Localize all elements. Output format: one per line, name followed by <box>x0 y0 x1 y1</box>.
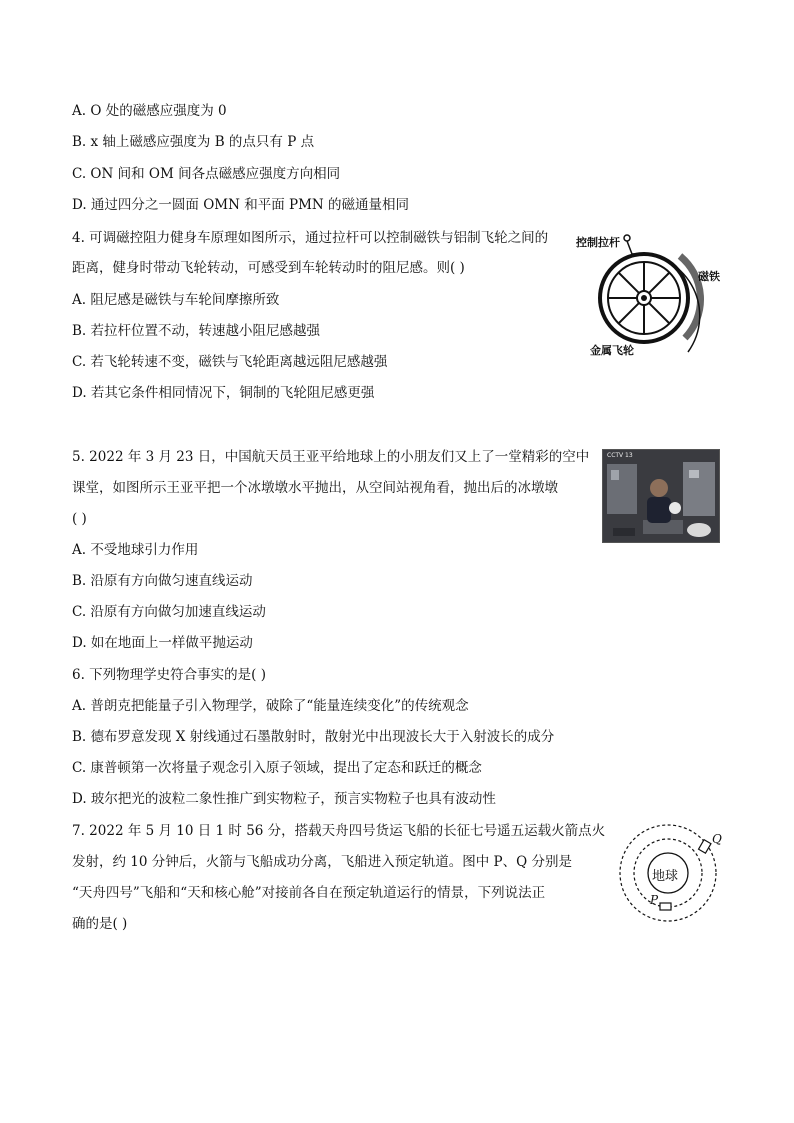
q3-option-c: C. ON 间和 OM 间各点磁感应强度方向相同 <box>72 166 341 182</box>
q7-stem-line1: 7. 2022 年 5 月 10 日 1 时 56 分，搭载天舟四号货运飞船的长征七号遥五运载火箭点火 <box>72 823 606 839</box>
q3-option-d: D. 通过四分之一圆面 OMN 和平面 PMN 的磁通量相同 <box>72 197 410 213</box>
q3-option-b: B. x 轴上磁感应强度为 B 的点只有 P 点 <box>72 134 315 150</box>
orbit-figure <box>612 820 732 930</box>
astronaut-body <box>647 497 671 523</box>
space-station-scene <box>603 450 719 542</box>
q7-stem-line4: 确的是( ) <box>72 916 128 932</box>
q4-option-d: D. 若其它条件相同情况下，铜制的飞轮阻尼感更强 <box>72 385 375 401</box>
q4-stem-line2: 距离，健身时带动飞轮转动，可感受到车轮转动时的阻尼感。则( ) <box>72 260 465 276</box>
q-module-icon <box>699 840 711 854</box>
q5-stem-line3: ( ) <box>72 511 87 527</box>
q6-option-d: D. 玻尔把光的波粒二象性推广到实物粒子，预言实物粒子也具有波动性 <box>72 791 496 807</box>
magnet-label: 磁铁 <box>698 270 720 283</box>
wheel-axle <box>641 295 647 301</box>
q5-stem-line2: 课堂，如图所示王亚平把一个冰墩墩水平抛出，从空间站视角看，抛出后的冰墩墩 <box>72 480 558 496</box>
q5-option-a: A. 不受地球引力作用 <box>72 542 199 558</box>
q6-option-a: A. 普朗克把能量子引入物理学，破除了“能量连续变化”的传统观念 <box>72 698 469 714</box>
earth-label: 地球 <box>652 869 679 884</box>
q4-option-b: B. 若拉杆位置不动，转速越小阻尼感越强 <box>72 323 321 339</box>
lever-knob <box>624 235 630 241</box>
lever-rod <box>627 241 632 254</box>
q3-option-a: A. O 处的磁感应强度为 0 <box>72 103 227 119</box>
p-spacecraft-icon <box>660 903 671 910</box>
astronaut-head <box>650 479 668 497</box>
q4-stem-line1: 4. 可调磁控阻力健身车原理如图所示，通过拉杆可以控制磁铁与铝制飞轮之间的 <box>72 230 549 246</box>
lever-label: 控制拉杆 <box>576 236 620 249</box>
q6-option-b: B. 德布罗意发现 X 射线通过石墨散射时，散射光中出现波长大于入射波长的成分 <box>72 729 555 745</box>
space-classroom-photo <box>602 449 720 543</box>
q7-stem-line2: 发射，约 10 分钟后，火箭与飞船成功分离，飞船进入预定轨道。图中 P、Q 分别是 <box>72 854 572 870</box>
q6-stem: 6. 下列物理学史符合事实的是( ) <box>72 667 266 683</box>
q7-stem-line3: “天舟四号”飞船和“天和核心舱”对接前各自在预定轨道运行的情景，下列说法正 <box>72 885 546 901</box>
p-label: P <box>650 893 659 907</box>
q5-stem-line1: 5. 2022 年 3 月 23 日，中国航天员王亚平给地球上的小朋友们又上了一堂精彩的空中 <box>72 449 590 465</box>
q6-option-c: C. 康普顿第一次将量子观念引入原子领域，提出了定态和跃迁的概念 <box>72 760 482 776</box>
q5-option-d: D. 如在地面上一样做平抛运动 <box>72 635 253 651</box>
flywheel-figure <box>576 226 730 366</box>
q5-option-c: C. 沿原有方向做匀加速直线运动 <box>72 604 266 620</box>
q5-option-b: B. 沿原有方向做匀速直线运动 <box>72 573 253 589</box>
q-label: Q <box>712 832 722 846</box>
q4-option-c: C. 若飞轮转速不变，磁铁与飞轮距离越远阻尼感越强 <box>72 354 388 370</box>
cctv-logo: CCTV 13 <box>607 452 633 459</box>
bing-dwen-dwen-icon <box>669 502 681 514</box>
q4-option-a: A. 阻尼感是磁铁与车轮间摩擦所致 <box>72 292 280 308</box>
wheel-label: 金属飞轮 <box>590 344 634 357</box>
